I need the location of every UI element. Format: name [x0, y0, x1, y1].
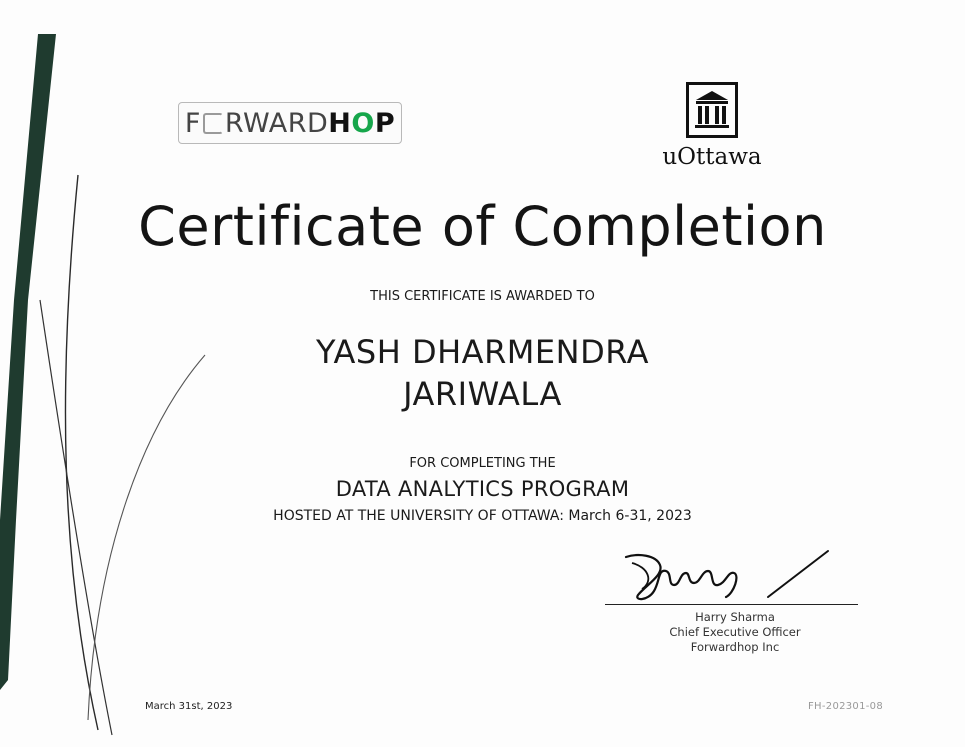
uottawa-logo-text: uOttawa	[662, 144, 762, 170]
logo-text-o: O	[351, 107, 375, 139]
signatory-name: Harry Sharma	[695, 610, 775, 624]
recipient-name-line-2: JARIWALA	[403, 375, 562, 413]
signatory-title: Chief Executive Officer	[669, 625, 801, 639]
logo-text-rward: RWARD	[224, 107, 329, 139]
logo-text-p: P	[374, 107, 396, 139]
certificate-title: Certificate of Completion	[138, 195, 827, 258]
building-columns-icon	[686, 82, 738, 138]
handwritten-signature	[618, 545, 843, 605]
certificate-id: FH-202301-08	[808, 701, 883, 712]
decorative-curve	[65, 175, 98, 730]
program-name: DATA ANALYTICS PROGRAM	[335, 477, 630, 501]
signatory-block	[630, 610, 840, 655]
issue-date: March 31st, 2023	[145, 701, 233, 712]
logo-text-f: F	[184, 107, 201, 139]
forwardhop-logo	[178, 102, 402, 144]
awarded-to-label: THIS CERTIFICATE IS AWARDED TO	[370, 289, 595, 304]
recipient-name	[0, 331, 965, 415]
for-completing-label: FOR COMPLETING THE	[409, 456, 556, 471]
recipient-name-line-1: YASH DHARMENDRA	[315, 333, 650, 371]
logo-text-h: H	[328, 107, 352, 139]
logo-square-o-icon	[203, 113, 223, 134]
hosted-details: HOSTED AT THE UNIVERSITY OF OTTAWA: March 6-31, 2023	[273, 508, 692, 524]
signature-line	[605, 604, 858, 605]
signatory-company: Forwardhop Inc	[690, 640, 780, 654]
